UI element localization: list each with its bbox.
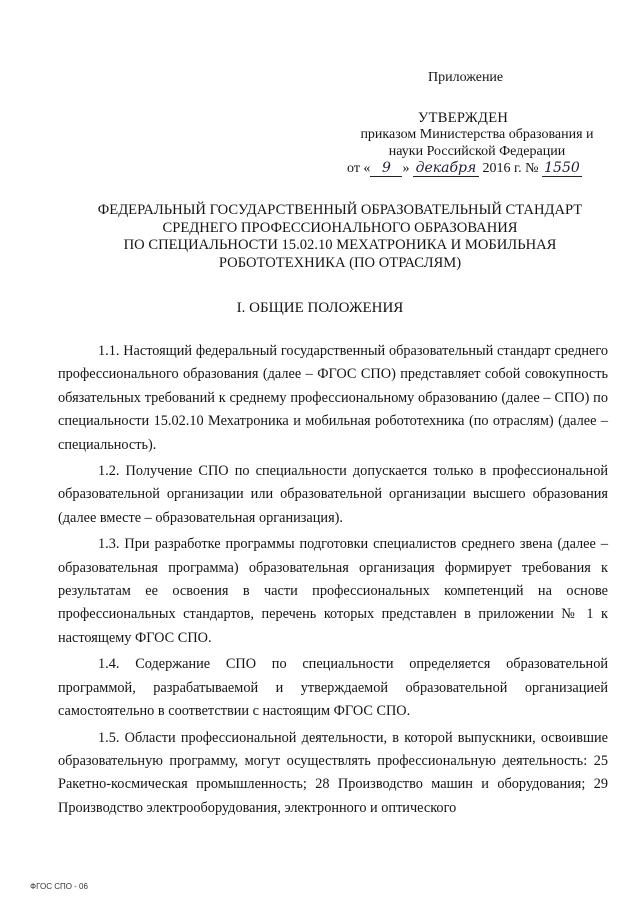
approved-label: УТВЕРЖДЕН [418,110,509,126]
paragraph-1-5: 1.5. Области профессиональной деятельности, в которой выпускники, освоившие образовательную программу, могут осуществлять профессиональную деятельность: 25 Ракетно-космическая промышленность; 28 Производство машин и оборудования; 29 Производство электрооборудования, электронного и оптического [58,729,608,816]
page-footer: ФГОС СПО - 06 [30,882,88,891]
title-line-1: ФЕДЕРАЛЬНЫЙ ГОСУДАРСТВЕННЫЙ ОБРАЗОВАТЕЛЬНЫЙ СТАНДАРТ [97,202,583,218]
date-prefix: от « [347,161,371,176]
appendix-label: Приложение [428,70,504,85]
date-year: 2016 г. № [482,161,539,176]
order-number: 1550 [542,160,582,177]
date-mid: » [402,161,410,176]
document-body [58,340,608,820]
title-line-2: СРЕДНЕГО ПРОФЕССИОНАЛЬНОГО ОБРАЗОВАНИЯ [162,219,518,236]
paragraph-1-4: 1.4. Содержание СПО по специальности определяется образовательной программой, разрабатываемой и утверждаемой образовательной организацией самостоятельно в соответствии с настоящим ФГОС СПО. [58,656,608,720]
standard-title [80,202,600,272]
title-line-4: РОБОТОТЕХНИКА (ПО ОТРАСЛЯМ) [218,254,462,271]
order-line-2: науки Российской Федерации [388,144,566,159]
paragraph-1-2: 1.2. Получение СПО по специальности допускается только в профессиональной образовательной организации или образовательной организации высшего образования (далее вместе – образовательная организация). [58,463,608,526]
order-reference [342,126,612,160]
order-date-line [347,160,582,177]
date-day: 9 [370,160,402,177]
section-heading: I. ОБЩИЕ ПОЛОЖЕНИЯ [236,300,404,316]
title-line-3: ПО СПЕЦИАЛЬНОСТИ 15.02.10 МЕХАТРОНИКА И МОБИЛЬНАЯ [123,237,557,253]
date-month: декабря [413,160,479,177]
order-line-1: приказом Министерства образования и [360,127,594,142]
paragraph-1-1: 1.1. Настоящий федеральный государственный образовательный стандарт среднего профессионального образования (далее – ФГОС СПО) представляет собой совокупность обязательных требований к среднему профессиональному образованию (далее – СПО) по специальности 15.02.10 Мехатроника и мобильная робототехника (по отраслям) (далее – специальность). [58,343,608,453]
paragraph-1-3: 1.3. При разработке программы подготовки специалистов среднего звена (далее – образовательная программа) образовательная организация формирует требования к результатам ее освоения в части профессиональных компетенций на основе профессиональных стандартов, перечень которых представлен в приложении № 1 к настоящему ФГОС СПО. [58,536,608,646]
